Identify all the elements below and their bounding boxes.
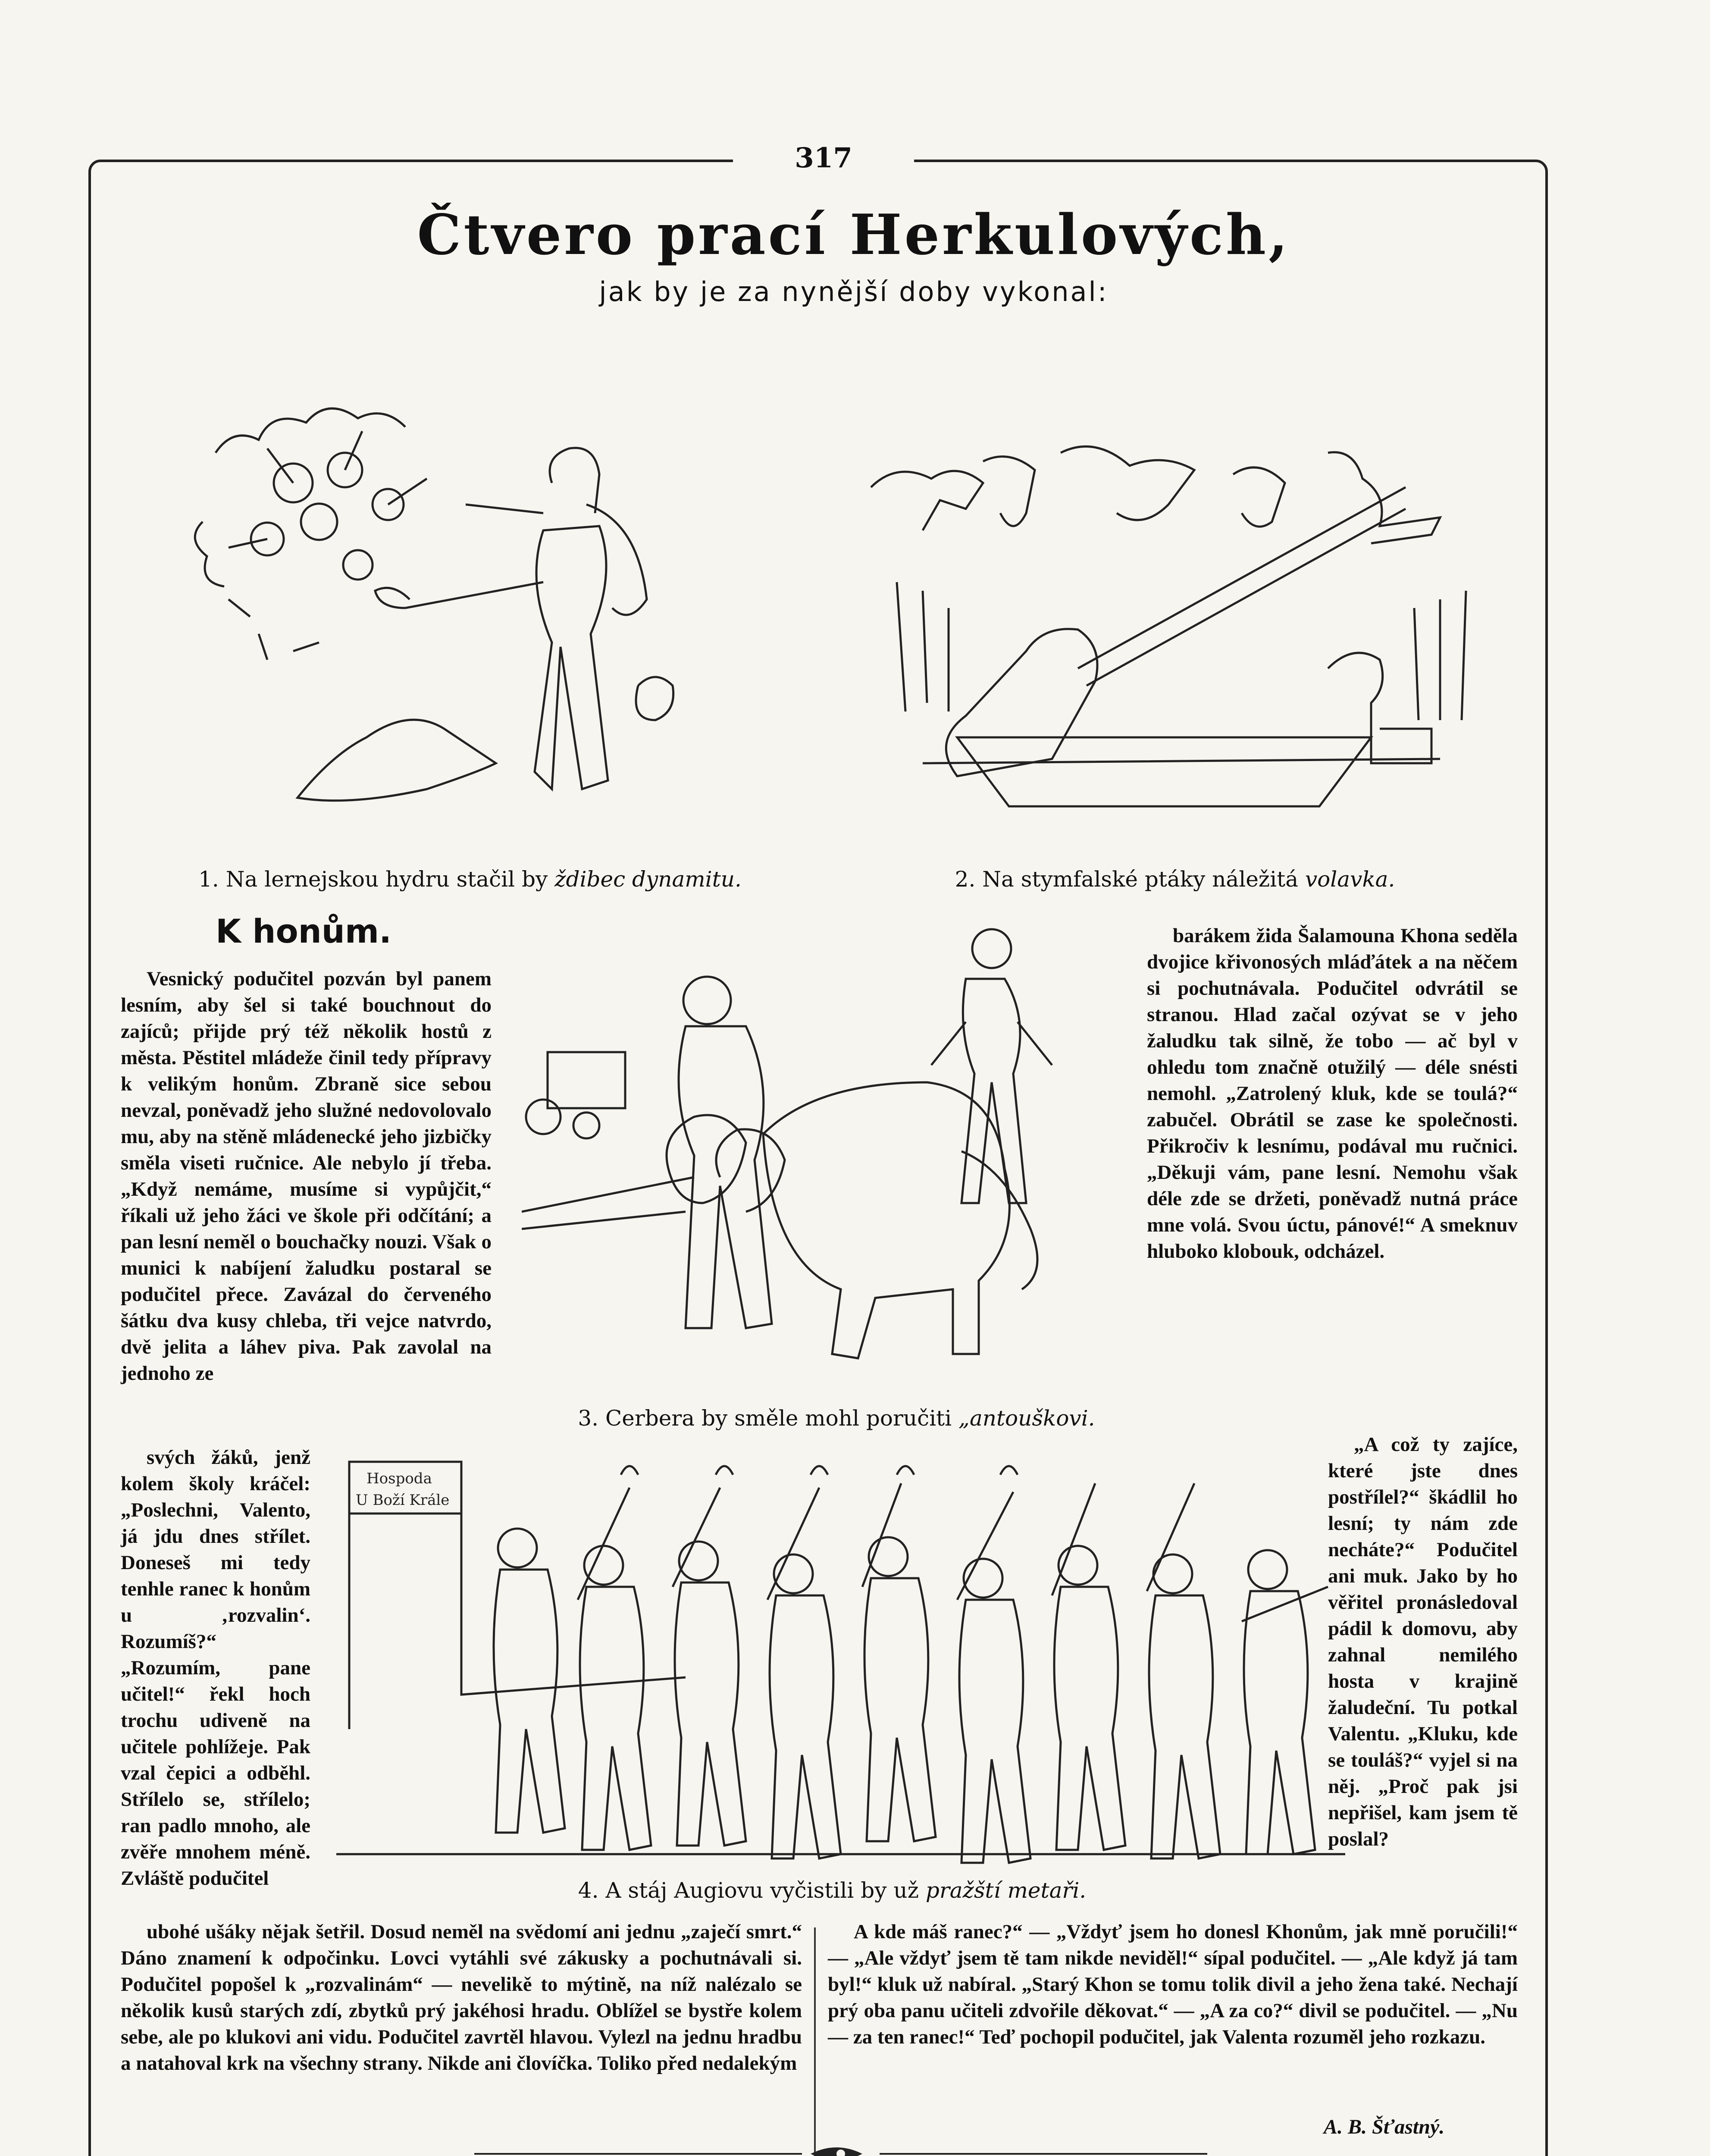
story-left-column (121, 966, 492, 1440)
paragraph: A kde máš ranec?“ — „Vždyť jsem ho donesl Khonům, jak mně poručili!“ — „Ale vždyť jsem tě tam nikde neviděl!“ sípal podučitel. — „Ale když já tam byl!“ kluk už nabíral. „Starý Khon se tomu tolik divil a jeho žena také. Nechají prý oba panu učiteli zdvořile děkovat.“ — „A za co?“ divil se podučitel. — „Nu — za ten ranec!“ Teď pochopil podučitel, jak Valenta rozuměl jeho rozkazu. (828, 1921, 1518, 2048)
story-bottom-right (828, 1919, 1518, 2113)
story-right-column (1147, 923, 1518, 1432)
caption-1 (190, 867, 750, 892)
story-heading: K honům. (216, 912, 391, 950)
illustration-birds (854, 427, 1483, 858)
caption-2-text: 2. Na stymfalské ptáky náležitá (955, 867, 1305, 892)
sign-line-1: Hospoda (366, 1470, 432, 1487)
author-signature: A. B. Šťastný. (1324, 2115, 1445, 2138)
caption-4-italic: pražští metaři. (925, 1878, 1087, 1903)
caption-3-text: 3. Cerbera by směle mohl poručiti (578, 1406, 959, 1431)
caption-4-text: 4. A stáj Augiovu vyčistili by už (578, 1878, 926, 1903)
caption-1-italic: ždibec dynamitu. (554, 867, 742, 892)
story-bottom-left (121, 1919, 802, 2134)
page-title: Čtvero prací Herkulových, (417, 203, 1290, 267)
story-left-narrow (121, 1445, 310, 1919)
illustration-sweepers (336, 1449, 1345, 1876)
paragraph: Vesnický podučitel pozván byl panem lesním, aby šel si také bouchnout do zajíců; přijde prý též několik hostů z města. Pěstitel mládeže činil tedy přípravy k velikým honům. Zbraně sice sebou nevzal, poněvadž jeho služné nedovolovalo mu, aby na stěně mládenecké jeho jizbičky směla viseti ručnice. Ale nebylo jí třeba. „Když nemáme, musíme si vypůjčit,“ říkali už jeho žáci ve škole při odčítání; a pan lesní neměl o bouchačky nouzi. Však o munici k nabíjení žaludku postaral se podučitel přece. Zavázal do červeného šátku dva kusy chleba, tři vejce natvrdo, dvě jelita a láhev piva. Pak zavolal na jednoho ze (121, 968, 492, 1385)
caption-3 (535, 1406, 1138, 1431)
sign-line-2: U Boží Krále (356, 1492, 450, 1509)
paragraph: „A což ty zajíce, které jste dnes postřílel?“ škádlil ho lesní; ty nám zde necháte?“ Podučitel ani muk. Jako by ho věřitel pronásledoval pádil k domovu, aby zahnal nemilého hosta v krajině žaludeční. Tu potkal Valentu. „Kluku, kde se touláš?“ vyjel si na něj. „Proč pak jsi nepřišel, kam jsem tě poslal? (1328, 1433, 1518, 1850)
end-ornament (474, 2145, 1207, 2156)
caption-1-text: 1. Na lernejskou hydru stačil by (198, 867, 555, 892)
paragraph: svých žáků, jenž kolem školy kráčel: „Poslechni, Valento, já jdu dnes střílet. Doneseš mi tedy tenhle ranec k honům u ‚rozvalin‘. Rozumíš?“ „Rozumím, pane učitel!“ řekl hoch trochu udiveně na učitele pohlížeje. Pak vzal čepici a odběhl. Střílelo se, střílelo; ran padlo mnoho, ale zvěře mnohem méně. Zvláště podučitel (121, 1446, 310, 1890)
illustration-cerberus (522, 927, 1134, 1388)
page-number: 317 (733, 139, 914, 178)
page-subtitle: jak by je za nynější doby vykonal: (599, 276, 1109, 307)
story-right-narrow (1328, 1432, 1518, 1919)
caption-4 (509, 1878, 1156, 1903)
caption-2-italic: volavka. (1305, 867, 1395, 892)
illustration-hydra (164, 341, 767, 849)
column-divider (814, 1927, 816, 2156)
paragraph: ubohé ušáky nějak šetřil. Dosud neměl na svědomí ani jednu „zaječí smrt.“ Dáno znamení k odpočinku. Lovci vytáhli své zákusky a pochutnávali si. Podučitel popošel k „rozvalinám“ — nevelikě to mýtině, na níž nalézalo se několik kusů starých zdí, zbytků prý jakéhosi hradu. Oblížel se bystře kolem sebe, ale po klukovi ani vidu. Podučitel zavrtěl hlavou. Vylezl na jednu hradbu a natahoval krk na všechny strany. Nikde ani človíčka. Toliko před nedalekým (121, 1921, 802, 2075)
paragraph: barákem žida Šalamouna Khona seděla dvojice křivonosých mláďátek a na něčem si pochutnávala. Podučitel odvrátil se stranou. Hlad začal ozývat se v jeho žaludku tak silně, že tobo — ač byl v ohledu tom značně otužilý — déle snésti nemohl. „Zatrolený kluk, kde se toulá?“ zabučel. Obrátil se zase ke společnosti. Přikročiv k lesnímu, podával mu ručnici. „Děkuji vám, pane lesní. Nemohu však déle zde se držeti, poněvadž nutná práce mne volá. Svou úctu, pánové!“ A smeknuv hluboko klobouk, odcházel. (1147, 924, 1518, 1263)
caption-2 (884, 867, 1466, 892)
caption-3-italic: „antouškovi. (958, 1406, 1095, 1431)
